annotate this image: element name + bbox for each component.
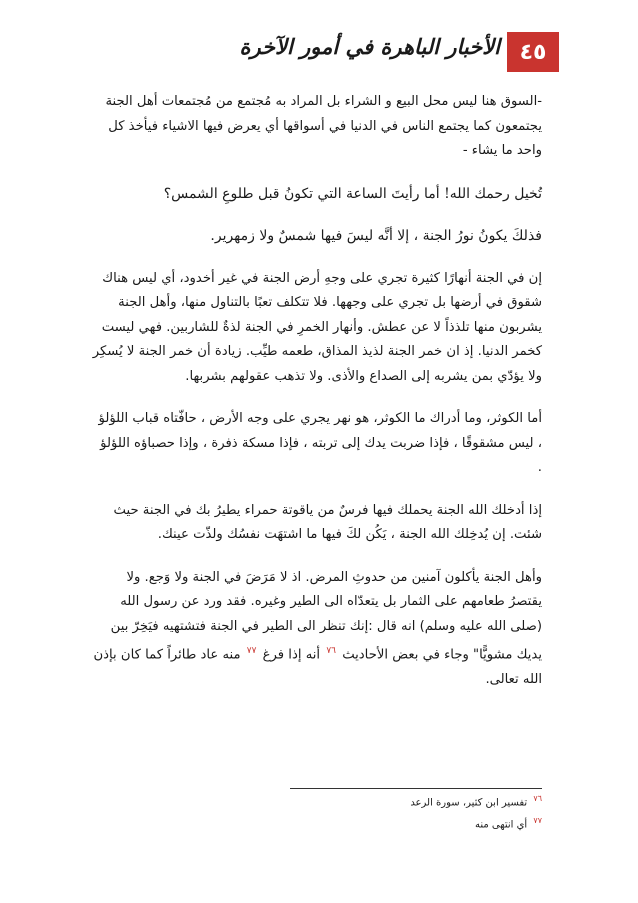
footnote-text: تفسير ابن كثير، سورة الرعد bbox=[410, 797, 528, 809]
page-number: ٤٥ bbox=[507, 32, 559, 72]
footnote-ref-76[interactable]: ٧٦ bbox=[326, 646, 336, 656]
paragraph-market: -السوق هنا ليس محل البيع و الشراء بل المراد به مُجتمع من مُجتمعات أهل الجنة يجتمعون كما يجتمع الناس في الدنيا في أسواقها أي يعرض فيها الاشياء فيأخذ كل واحد ما يشاء - bbox=[105, 94, 542, 158]
running-header-title: الأخبار الباهرة في أمور الآخرة bbox=[239, 34, 500, 59]
footnote-text: أي انتهى منه bbox=[474, 819, 528, 831]
paragraph-kawthar: أما الكوثر، وما أدراك ما الكوثر، هو نهر يجري على وجه الأرض ، حافّتاه قباب اللؤلؤ ، ليس مشقوقًا ، فإذا ضربت يدك إلى تربته ، فإذا مسكة ذفرة ، وإذا حصباؤه اللؤلؤ . bbox=[98, 411, 542, 475]
paragraph-imagine: تُخيل رحمك الله! أما رأيتَ الساعة التي تكونُ قبل طلوعِ الشمس؟ bbox=[163, 185, 542, 202]
paragraph-food-text-c: منه عاد طائراً كما كان بإذن الله تعالى. bbox=[93, 647, 542, 687]
footnote-mark: ٧٧ bbox=[533, 816, 542, 826]
footnotes bbox=[92, 790, 542, 835]
footnote-77 bbox=[92, 812, 542, 834]
paragraph-light: فذلكَ يكونُ نورُ الجنة ، إلا أنَّه ليسَ فيها شمسٌ ولا زمهرير. bbox=[210, 228, 542, 244]
paragraph-food-text-a: وأهل الجنة يأكلون آمنين من حدوثِ المرض. اذ لا مَرَضَ في الجنة ولا وَجع. ولا يقتصرُ طعامهم على الثمار بل يتعدّاه الى الطير وغيره. فقد ورد عن رسول الله (صلى الله عليه وسلم) انه قال :إنك تنظر الى الطير في الجنة فتشتهيه فيَخِرّ بين يديك مشويًّا" وجاء في بعض الأحاديث bbox=[110, 569, 542, 663]
footnote-ref-77[interactable]: ٧٧ bbox=[246, 646, 257, 656]
footnote-mark: ٧٦ bbox=[533, 794, 542, 803]
paragraph-food-text-b: أنه إذا فرغ bbox=[262, 647, 321, 663]
main-text bbox=[92, 90, 542, 710]
paragraph-horse: إذا أدخلك الله الجنة يحملك فيها فرسٌ من ياقوتة حمراء يطيرُ بك في الجنة حيث شئت. إن يُدخِلك الله الجنة ، يَكُن لكَ فيها ما اشتهَت نفسُك ولذّت عينك. bbox=[113, 502, 542, 542]
footnote-76 bbox=[92, 790, 542, 812]
paragraph-food bbox=[92, 566, 542, 693]
footnote-divider bbox=[290, 788, 542, 789]
paragraph-rivers: إن في الجنة أنهارًا كثيرة تجري على وجهِ أرض الجنة في غير أخدود، أي ليس هناك شقوق في أرضها بل تجري على وجهها. فلا تتكلف تعبًا بالتناول منها، وأهل الجنة يشربون منها تلذذاً لا عن عطش. وأنهار الخمرِ في الجنة لذةٌ للشاربين. فهي ليست كخمر الدنيا. إذ ان خمر الجنة لذيذ المذاق، طعمه طيِّب. زيادة أن خمر الجنة لا يُسكِر ولا يؤدّي بمن يشربه إلى الصداع والأذى. ولا تذهب عقولهم بشربها. bbox=[92, 270, 542, 384]
